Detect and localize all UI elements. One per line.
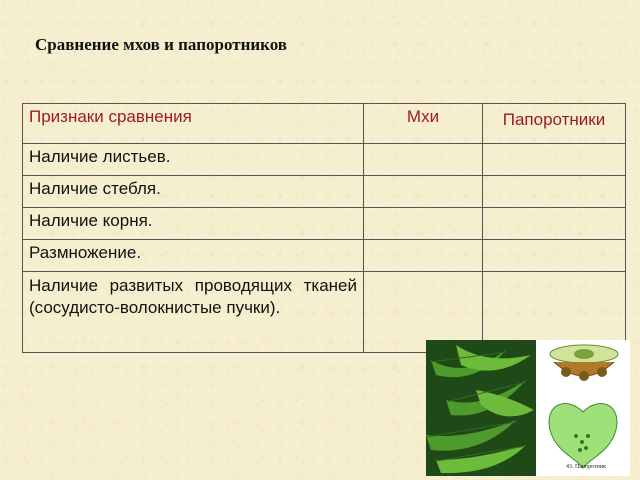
table-row bbox=[23, 240, 626, 272]
feature-cell: Наличие стебля. bbox=[23, 176, 364, 208]
ferns-cell[interactable] bbox=[483, 144, 626, 176]
mosses-cell[interactable] bbox=[364, 176, 483, 208]
mosses-cell[interactable] bbox=[364, 240, 483, 272]
ferns-cell[interactable] bbox=[483, 208, 626, 240]
header-criteria: Признаки сравнения bbox=[23, 104, 364, 144]
table-header-row bbox=[23, 104, 626, 144]
fern-image-panel bbox=[426, 340, 630, 476]
mosses-cell[interactable] bbox=[364, 144, 483, 176]
header-ferns: Папоротники bbox=[483, 104, 626, 144]
comparison-table-container bbox=[22, 103, 626, 353]
feature-cell: Наличие листьев. bbox=[23, 144, 364, 176]
fern-prothallus-diagram bbox=[536, 340, 630, 476]
ferns-cell[interactable] bbox=[483, 176, 626, 208]
table-row bbox=[23, 176, 626, 208]
table-row bbox=[23, 208, 626, 240]
image-caption: 43. Папоротник bbox=[566, 464, 607, 470]
header-mosses: Мхи bbox=[364, 104, 483, 144]
feature-cell: Наличие развитых проводящих тканей (сосудисто-волокнистые пучки). bbox=[23, 272, 364, 353]
feature-cell: Наличие корня. bbox=[23, 208, 364, 240]
table-row bbox=[23, 144, 626, 176]
ferns-cell[interactable] bbox=[483, 240, 626, 272]
page-title: Сравнение мхов и папоротников bbox=[35, 35, 287, 54]
comparison-table bbox=[22, 103, 626, 353]
feature-cell: Размножение. bbox=[23, 240, 364, 272]
mosses-cell[interactable] bbox=[364, 208, 483, 240]
fern-photo bbox=[426, 340, 536, 476]
